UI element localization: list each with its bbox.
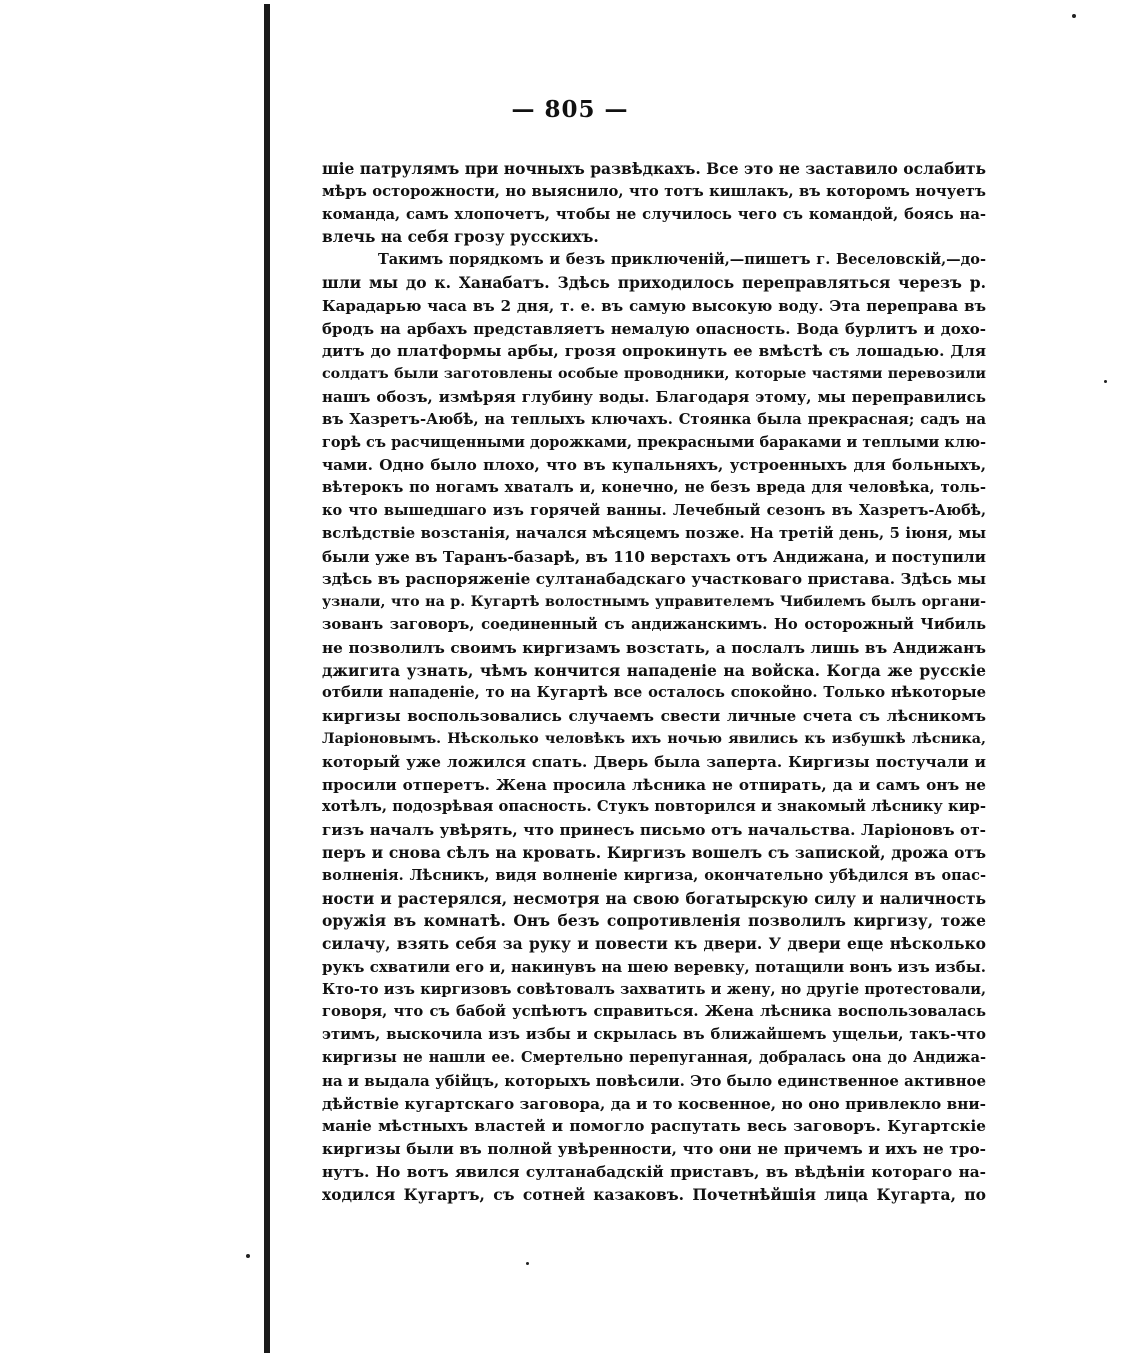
- binding-edge-rule: [264, 4, 270, 1353]
- text-line: этимъ, выскочила изъ избы и скрылась въ ближайшемъ ущельи, такъ-что: [322, 1026, 986, 1044]
- text-line: команда, самъ хлопочетъ, чтобы не случилось чего съ командой, боясь на-: [322, 205, 986, 223]
- text-line: узнали, что на р. Кугартѣ волостнымъ управителемъ Чибилемъ былъ органи-: [322, 594, 986, 611]
- scan-speck: [246, 1254, 250, 1258]
- text-line: говоря, что съ бабой успѣютъ справиться. Жена лѣсника воспользовалась: [322, 1003, 986, 1021]
- text-line: рукъ схватили его и, накинувъ на шею веревку, потащили вонъ изъ избы.: [322, 957, 986, 976]
- text-line: чами. Одно было плохо, что въ купальняхъ, устроенныхъ для больныхъ,: [322, 456, 986, 475]
- text-line: перъ и снова сѣлъ на кровать. Киргизъ вошелъ съ запиской, дрожа отъ: [322, 842, 986, 862]
- text-line: джигита узнать, чѣмъ кончится нападеніе на войска. Когда же русскіе: [322, 660, 986, 680]
- text-line: нашъ обозъ, измѣряя глубину воды. Благодаря этому, мы переправились: [322, 387, 986, 406]
- text-line: силачу, взять себя за руку и повести къ двери. У двери еще нѣсколько: [322, 934, 986, 954]
- text-line: вслѣдствіе возстанія, начался мѣсяцемъ позже. На третій день, 5 іюня, мы: [322, 524, 986, 542]
- text-line: не позволилъ своимъ киргизамъ возстать, а послалъ лишь въ Андижанъ: [322, 638, 986, 657]
- text-line: нутъ. Но вотъ явился султанабадскій приставъ, въ вѣдѣніи котораго на-: [322, 1163, 986, 1182]
- text-line: въ Хазретъ-Аюбѣ, на теплыхъ ключахъ. Стоянка была прекрасная; садъ на: [322, 410, 986, 428]
- text-line: бродъ на арбахъ представляетъ немалую опасность. Вода бурлитъ и дохо-: [322, 319, 986, 338]
- text-line: вѣтерокъ по ногамъ хваталъ и, конечно, не безъ вреда для человѣка, толь-: [322, 479, 986, 497]
- text-line: оружія въ комнатѣ. Онъ безъ сопротивленія позволилъ киргизу, тоже: [322, 911, 986, 931]
- text-line: ко что вышедшаго изъ горячей ванны. Лечебный сезонъ въ Хазретъ-Аюбѣ,: [322, 501, 986, 519]
- text-line: киргизы воспользовались случаемъ свести личные счета съ лѣсникомъ: [322, 707, 986, 726]
- text-line: шли мы до к. Ханабатъ. Здѣсь приходилось переправляться черезъ р.: [322, 272, 986, 292]
- page-number: — 805 —: [511, 96, 629, 123]
- text-line: горѣ съ расчищенными дорожками, прекрасными бараками и теплыми клю-: [322, 433, 986, 451]
- text-line: здѣсь въ распоряженіе султанабадскаго участковаго пристава. Здѣсь мы: [322, 570, 986, 589]
- scan-speck: [526, 1262, 529, 1265]
- text-line: Такимъ порядкомъ и безъ приключеній,—пишетъ г. Веселовскій,—до-: [378, 251, 986, 269]
- text-line: влечь на себя грозу русскихъ.: [322, 227, 599, 247]
- text-line: киргизы не нашли ее. Смертельно перепуганная, добралась она до Андижа-: [322, 1049, 986, 1067]
- text-line: дитъ до платформы арбы, грозя опрокинуть ее вмѣстѣ съ лошадью. Для: [322, 342, 986, 361]
- text-line: хотѣлъ, подозрѣвая опасность. Стукъ повторился и знакомый лѣснику кир-: [322, 798, 986, 816]
- text-line: просили отперетъ. Жена просила лѣсника не отпирать, да и самъ онъ не: [322, 775, 986, 794]
- text-line: дѣйствіе кугартскаго заговора, да и то косвенное, но оно привлекло вни-: [322, 1094, 986, 1113]
- text-line: который уже ложился спать. Дверь была заперта. Киргизы постучали и: [322, 752, 986, 771]
- text-line: на и выдала убійцъ, которыхъ повѣсили. Это было единственное активное: [322, 1071, 986, 1090]
- text-line: Ларіоновымъ. Нѣсколько человѣкъ ихъ ночью явились къ избушкѣ лѣсника,: [322, 730, 986, 747]
- text-line: Карадарью часа въ 2 дня, т. е. въ самую высокую воду. Эта переправа въ: [322, 296, 986, 315]
- text-line: солдатъ были заготовлены особые проводники, которые частями перевозили: [322, 366, 986, 383]
- text-line: киргизы были въ полной увѣренности, что они не причемъ и ихъ не тро-: [322, 1140, 986, 1159]
- text-line: Кто-то изъ киргизовъ совѣтовалъ захватить и жену, но другіе протестовали,: [322, 980, 986, 998]
- text-line: зованъ заговоръ, соединенный съ андижанскимъ. Но осторожный Чибиль: [322, 615, 986, 633]
- text-line: шіе патрулямъ при ночныхъ развѣдкахъ. Все это не заставило ослабить: [322, 159, 986, 178]
- text-line: ходился Кугартъ, съ сотней казаковъ. Почетнѣйшія лица Кугарта, по: [322, 1184, 986, 1204]
- text-line: маніе мѣстныхъ властей и помогло распутать весь заговоръ. Кугартскіе: [322, 1117, 986, 1136]
- text-line: волненія. Лѣсникъ, видя волненіе киргиза, окончательно убѣдился въ опас-: [322, 866, 986, 884]
- text-line: мѣръ осторожности, но выяснило, что тотъ кишлакъ, въ которомъ ночуетъ: [322, 182, 986, 200]
- text-line: были уже въ Таранъ-базарѣ, въ 110 верстахъ отъ Андижана, и поступили: [322, 547, 986, 566]
- text-line: ности и растерялся, несмотря на свою богатырскую силу и наличность: [322, 888, 986, 908]
- scan-speck: [1072, 14, 1076, 18]
- scan-speck: [1104, 380, 1107, 383]
- text-line: отбили нападеніе, то на Кугартѣ все осталось спокойно. Только нѣкоторые: [322, 684, 986, 702]
- text-line: гизъ началъ увѣрять, что принесъ письмо отъ начальства. Ларіоновъ от-: [322, 821, 986, 840]
- body-text: [322, 158, 986, 1207]
